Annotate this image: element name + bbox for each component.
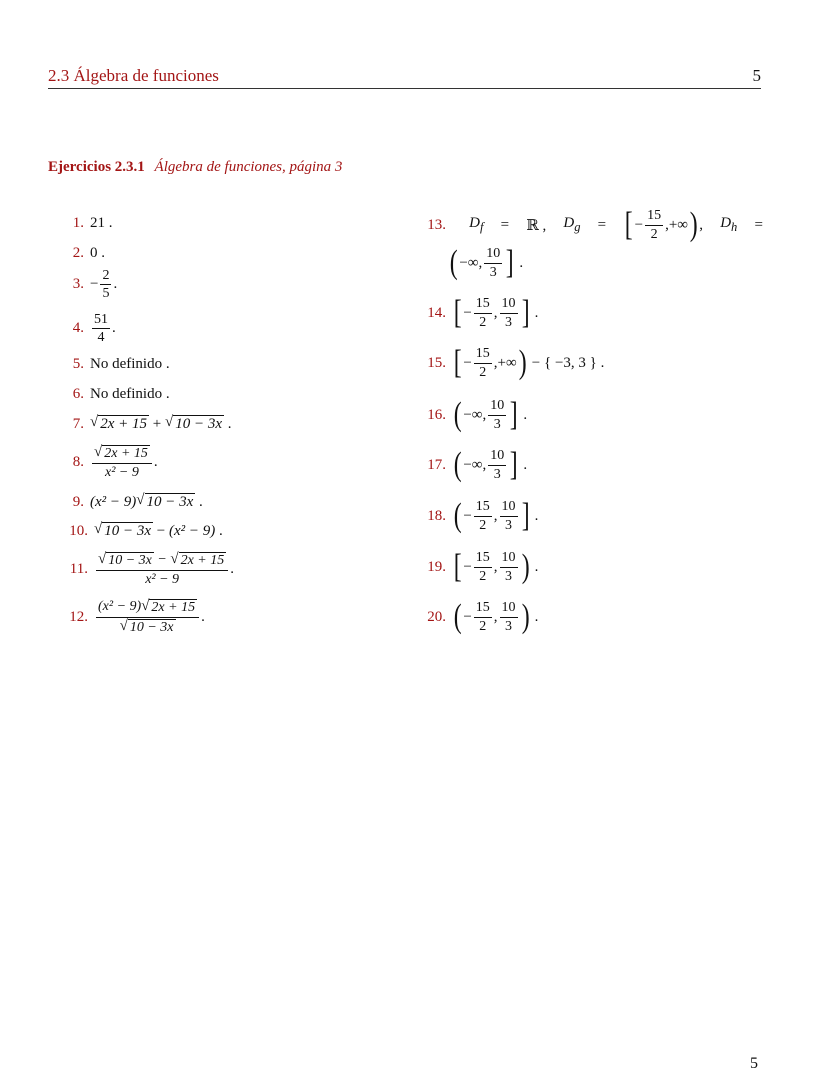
subscript: g [574,220,581,234]
minus-infinity: −∞ [463,406,483,423]
item-number: 2. [72,245,84,261]
answer-16 [418,398,527,432]
comma: , [493,558,498,575]
answer-8 [60,445,158,480]
radical-sign: √ [90,414,99,430]
radical-sign: √ [119,618,128,635]
value: No definido [90,356,163,372]
radical-sign: √ [136,492,145,508]
denominator: 4 [97,330,105,346]
denominator: 2 [479,568,487,584]
item-number: 11. [69,561,88,578]
minus: − [463,507,472,524]
paren: ( [453,446,462,483]
denominator: 2 [479,517,487,533]
comma: , [493,304,498,321]
answer-6 [60,386,170,403]
fraction: √ 10 − 3x − √ 2x + 15 x² − 9 [96,552,228,587]
footer-page-number: 5 [750,1055,758,1072]
bracket: ] [521,294,530,331]
period: . [112,320,116,337]
exercise-label: Ejercicios 2.3.1 [48,159,145,175]
answer-11 [60,552,234,587]
comma: , [493,507,498,524]
item-number: 16. [427,406,446,423]
bracket: [ [453,294,462,331]
minus: − [463,558,472,575]
plus-infinity: +∞ [668,216,688,233]
plus-infinity: +∞ [497,354,517,371]
answer-2 [60,245,105,262]
item-number: 19. [427,558,446,575]
answer-4 [60,312,116,346]
minus: − [463,354,472,371]
excluded-set: { −3, 3 } [544,354,597,371]
radical-sign: √ [94,521,103,537]
denominator: 3 [489,264,497,280]
fraction [92,312,110,346]
minus-infinity: −∞ [459,254,479,271]
period: . [108,215,113,231]
radical-sign: √ [170,551,179,567]
section-title: 2.3 Álgebra de funciones [48,66,219,85]
radicand: 10 − 3x [175,416,222,432]
denominator: 3 [505,517,513,533]
period: . [523,456,528,473]
header-page-number: 5 [752,66,761,85]
equals: = [754,216,763,233]
radicand: 10 − 3x [129,620,174,636]
bracket: ] [521,497,530,534]
answer-7: 7. √ 2x + 15 + √ 10 − 3x . [60,415,232,433]
answer-12 [60,599,205,636]
item-number: 18. [427,507,446,524]
radicand: 2x + 15 [151,600,196,615]
answer-5 [60,356,170,373]
answer-13-continued [448,246,523,280]
item-number: 9. [72,493,84,510]
item-number: 20. [427,608,446,625]
numerator: 10 [500,499,518,516]
denominator: x² − 9 [105,465,139,481]
denominator: 2 [479,314,487,330]
answer-10: 10. √ 10 − 3x − (x² − 9) . [60,522,223,540]
paren: ( [449,244,458,281]
sqrt [165,415,224,433]
value: No definido [90,386,163,402]
numerator: 10 [484,246,502,263]
numerator: 2 [100,268,111,285]
sqrt [94,522,153,540]
factor: (x² − 9) [98,599,142,614]
radicand: 2x + 15 [100,416,148,432]
denominator: 2 [650,226,658,242]
period: . [199,493,203,510]
paren: ( [453,598,462,635]
denominator: 3 [493,416,501,432]
denominator: 2 [479,364,487,380]
period: . [227,415,232,432]
paren: ) [689,206,698,243]
denominator: 3 [493,466,501,482]
radicand: 2x + 15 [180,553,225,568]
answer-1 [60,215,113,232]
denominator: 3 [505,314,513,330]
answer-20 [418,600,538,634]
answer-17 [418,448,527,482]
numerator: 10 [500,600,518,617]
period: . [219,522,223,539]
fraction [100,268,111,302]
period: . [534,608,539,625]
item-number: 15. [427,354,446,371]
denominator: 5 [102,286,110,302]
radical-sign: √ [98,551,107,567]
period: . [113,276,118,293]
factor: (x² − 9) [90,493,137,510]
minus-infinity: −∞ [463,456,483,473]
numerator: 15 [474,296,492,313]
domain-h: D [720,215,732,231]
item-number: 8. [72,454,84,471]
item-number: 4. [72,320,84,337]
radicand: 10 − 3x [146,494,194,510]
paren: ) [518,344,527,381]
paren: ( [453,396,462,433]
period: . [153,454,158,471]
running-header [48,66,761,89]
answer-15: 15. [ − $\frac{15}{2}$ , +∞ ) − { −3, 3 } . [418,346,604,380]
comma: , [665,216,669,233]
item-number: 17. [427,456,446,473]
paren: ( [453,497,462,534]
factor: (x² − 9) [168,522,216,539]
minus: − [463,304,472,321]
comma: , [699,216,704,233]
item-number: 7. [72,415,84,432]
fraction [92,445,152,480]
item-number: 14. [427,304,446,321]
item-number: 13. [427,216,446,233]
equals: = [500,216,510,233]
numerator: 51 [92,312,110,329]
domain-g: D [563,215,575,231]
exercise-subtitle: Álgebra de funciones, página 3 [154,159,343,175]
answer-14 [418,296,538,330]
numerator: 15 [474,346,492,363]
answer-9 [60,493,203,511]
period: . [534,507,539,524]
bracket: ] [509,396,518,433]
minus: − [634,216,644,233]
bracket: [ [453,344,462,381]
answer-13 [418,208,763,242]
subscript: h [731,220,738,234]
denominator: 3 [505,568,513,584]
radical-sign: √ [164,414,174,430]
numerator: 10 [488,398,506,415]
numerator: 10 [488,448,506,465]
radicand: 2x + 15 [104,446,148,461]
item-number: 6. [72,386,84,402]
domain-f: D [469,215,480,231]
denominator: 3 [505,618,513,634]
numerator: 15 [474,550,492,567]
bracket: ] [509,446,518,483]
period: . [230,561,235,578]
fraction [96,599,199,636]
radicand: 10 − 3x [108,553,152,568]
period: . [534,304,539,321]
comma: , [493,354,498,371]
numerator: 15 [474,499,492,516]
period: . [600,354,605,371]
comma: , [478,254,483,271]
period: . [534,558,539,575]
denominator: 2 [479,618,487,634]
period: . [201,609,205,626]
sqrt [90,415,149,433]
item-number: 3. [72,276,84,293]
period: . [165,386,170,402]
radicand: 10 − 3x [104,523,152,539]
period: . [519,254,524,271]
equals: = [597,216,607,233]
period: . [101,245,105,261]
radical-sign: √ [141,598,150,614]
answer-19 [418,550,538,584]
answer-3 [60,268,117,302]
subscript: f [480,220,484,234]
item-number: 5. [72,356,84,372]
reals: ℝ [526,217,539,234]
item-number: 12. [69,609,88,626]
sqrt [136,493,195,511]
item-number: 1. [72,215,84,231]
denominator: x² − 9 [145,572,180,588]
radical-sign: √ [94,444,103,460]
numerator: 10 [500,550,518,567]
value: 0 [90,245,98,261]
numerator: 15 [474,600,492,617]
item-number: 10. [69,522,88,539]
value: 21 [90,215,105,231]
comma: , [482,456,487,473]
bracket: [ [624,206,633,243]
paren: ) [521,598,530,635]
period: . [523,406,528,423]
comma: , [482,406,487,423]
comma: , [493,608,498,625]
comma: , [542,217,547,234]
exercise-heading [48,159,342,176]
bracket: [ [453,548,462,585]
bracket: ] [505,244,514,281]
minus: − [90,276,99,293]
period: . [165,356,170,372]
answer-18 [418,499,538,533]
minus: − [463,608,472,625]
numerator: 10 [500,296,518,313]
paren: ) [521,548,530,585]
numerator: 15 [645,208,663,225]
